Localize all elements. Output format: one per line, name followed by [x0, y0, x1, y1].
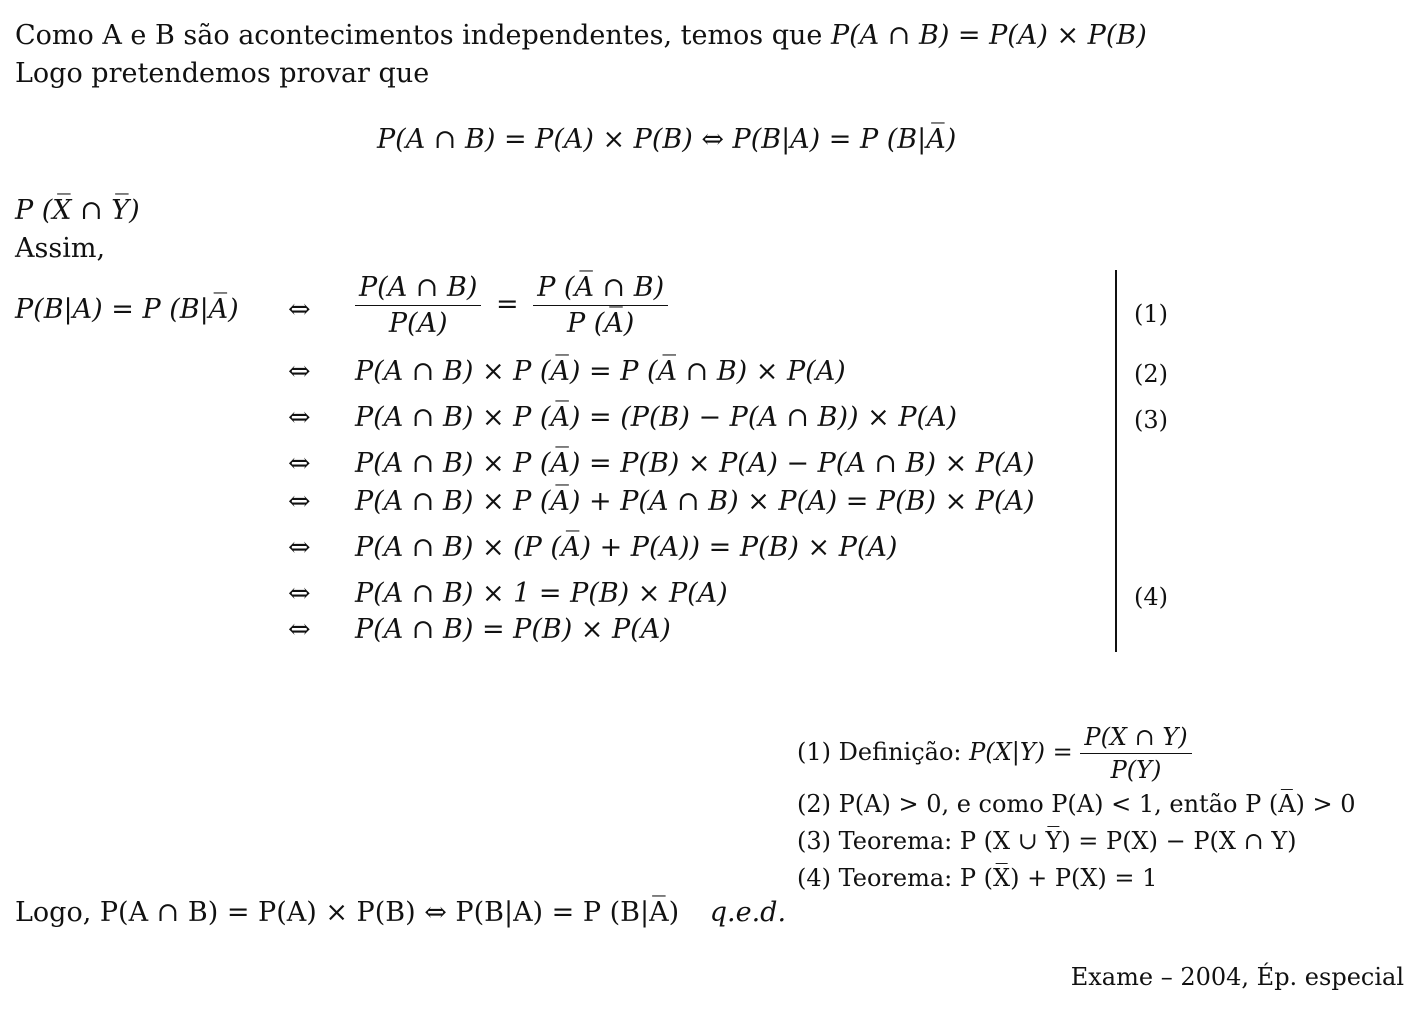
note-3: (3) Teorema: P (X ∪ Y̅) = P(X) − P(X ∩ Y)	[797, 827, 1297, 855]
row1-left-denominator: P(A)	[388, 308, 448, 339]
derivation-row-3: P(A ∩ B) × P (A̅) = (P(B) − P(A ∩ B)) × P(A)	[355, 402, 958, 433]
note-1-fraction	[1080, 723, 1191, 784]
iff-symbol: ⇔	[288, 578, 311, 609]
row1-right-numerator: P (A̅ ∩ B)	[533, 272, 668, 306]
tag-2: (2)	[1134, 360, 1168, 388]
derivation-row-4: P(A ∩ B) × P (A̅) = P(B) × P(A) − P(A ∩ B) × P(A)	[355, 448, 1035, 479]
derivation-lhs: P(B|A) = P (B|A̅)	[15, 294, 239, 325]
conclusion	[15, 897, 786, 928]
qed: q.e.d.	[709, 897, 787, 928]
iff-symbol: ⇔	[288, 532, 311, 563]
iff-symbol: ⇔	[288, 614, 311, 645]
derivation-row-2: P(A ∩ B) × P (A̅) = P (A̅ ∩ B) × P(A)	[355, 356, 846, 387]
row1-right-denominator: P (A̅)	[567, 308, 635, 339]
iff-symbol: ⇔	[288, 486, 311, 517]
intro-text: Como A e B são acontecimentos independentes, temos que	[15, 20, 823, 51]
assim-label: Assim,	[15, 233, 106, 264]
row1-equals: =	[495, 289, 519, 320]
note-1-lhs: P(X|Y) =	[969, 738, 1073, 766]
derivation-row-1	[355, 272, 668, 339]
note-4: (4) Teorema: P (X̅) + P(X) = 1	[797, 864, 1158, 892]
derivation-row-6: P(A ∩ B) × (P (A̅) + P(A)) = P(B) × P(A)	[355, 532, 898, 563]
derivation-row-7: P(A ∩ B) × 1 = P(B) × P(A)	[355, 578, 728, 609]
stray-formula: P (X̅ ∩ Y̅)	[15, 195, 140, 226]
row1-left-fraction	[355, 272, 481, 339]
note-1-denominator: P(Y)	[1110, 756, 1162, 784]
iff-symbol: ⇔	[288, 356, 311, 387]
tag-3: (3)	[1134, 406, 1168, 434]
source-citation: Exame – 2004, Ép. especial	[1070, 963, 1404, 991]
conclusion-text: Logo, P(A ∩ B) = P(A) × P(B) ⇔ P(B|A) = P (B|A̅)	[15, 897, 680, 928]
derivation-row-8: P(A ∩ B) = P(B) × P(A)	[355, 614, 671, 645]
tag-1: (1)	[1134, 300, 1168, 328]
iff-symbol: ⇔	[288, 448, 311, 479]
note-1	[797, 723, 1192, 784]
display-equation: P(A ∩ B) = P(A) × P(B) ⇔ P(B|A) = P (B|A̅)	[377, 124, 957, 155]
note-1-numerator: P(X ∩ Y)	[1080, 723, 1191, 754]
note-1-prefix: (1) Definição:	[797, 738, 962, 766]
intro-line-1	[15, 20, 1147, 51]
intro-formula: P(A ∩ B) = P(A) × P(B)	[830, 20, 1147, 51]
row1-right-fraction	[533, 272, 668, 339]
row1-left-numerator: P(A ∩ B)	[355, 272, 481, 306]
derivation-divider	[1115, 270, 1117, 652]
iff-symbol: ⇔	[288, 402, 311, 433]
derivation-row-5: P(A ∩ B) × P (A̅) + P(A ∩ B) × P(A) = P(B) × P(A)	[355, 486, 1035, 517]
iff-symbol: ⇔	[288, 294, 311, 325]
intro-line-2: Logo pretendemos provar que	[15, 58, 430, 89]
note-2: (2) P(A) > 0, e como P(A) < 1, então P (A̅) > 0	[797, 790, 1356, 818]
tag-4: (4)	[1134, 583, 1168, 611]
